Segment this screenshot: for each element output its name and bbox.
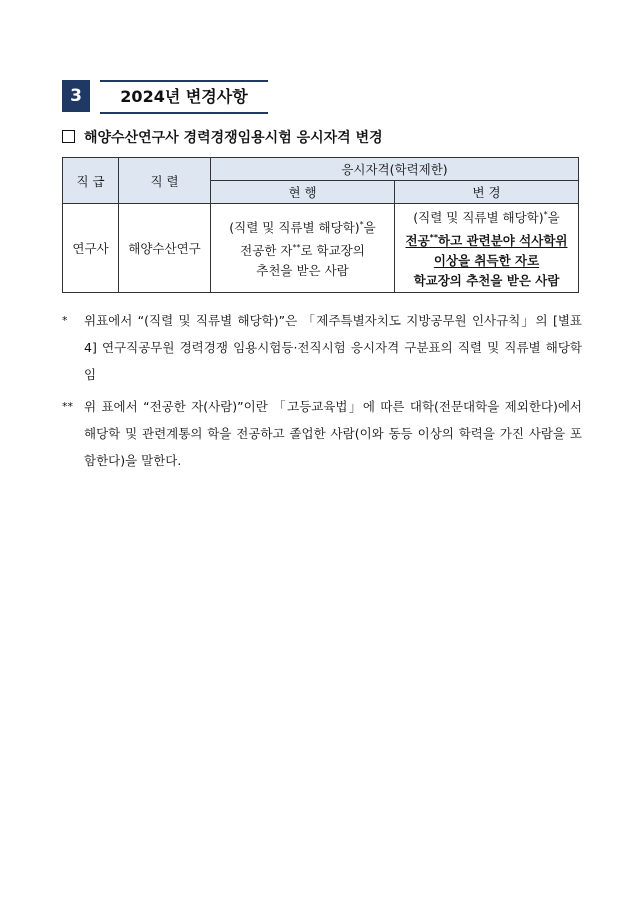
subheading-text: 해양수산연구사 경력경쟁임용시험 응시자격 변경 [84, 130, 383, 146]
checkbox-square-icon [62, 130, 75, 143]
footnote-2-text: 위 표에서 “전공한 자(사람)”이란 「고등교육법」에 따른 대학(전문대학을 제외한다)에서 해당학 및 관련계통의 학을 전공하고 졸업한 사람(이와 동등 이상의 학력을 가진 사람을 포함한다)을 말한다. [84, 399, 582, 468]
change-line-2b: 하고 관련분야 석사학위 [438, 233, 568, 248]
change-mark-1: * [543, 210, 548, 219]
header-current: 현 행 [211, 181, 395, 204]
change-line-1-end: 을 [547, 210, 560, 225]
footnote-1-text: 위표에서 “(직렬 및 직류별 해당학)”은 「제주특별자치도 지방공무원 인사규칙」의 [별표 4] 연구직공무원 경력경쟁 임용시험등·전직시험 응시자격 구분표의 직렬 및 직류별 해당학임 [84, 313, 582, 382]
footnote-1 [62, 307, 582, 388]
current-line-1: (직렬 및 직류별 해당학) [229, 220, 360, 235]
footnote-2-marker: ** [62, 400, 73, 413]
footnote-1-marker: * [62, 314, 68, 327]
header-change: 변 경 [395, 181, 579, 204]
cell-series: 해양수산연구 [119, 204, 211, 293]
current-line-3: 추천을 받은 사람 [256, 263, 349, 278]
current-mark-1: * [359, 220, 364, 229]
cell-grade: 연구사 [63, 204, 119, 293]
header-grade: 직 급 [63, 158, 119, 204]
section-header [62, 80, 270, 112]
section-title: 2024년 변경사항 [100, 80, 268, 114]
header-qualification: 응시자격(학력제한) [211, 158, 579, 181]
current-line-1-end: 을 [363, 220, 376, 235]
header-series: 직 렬 [119, 158, 211, 204]
change-line-4: 학교장의 추천을 받은 사람 [413, 273, 560, 288]
cell-change [395, 204, 579, 293]
current-line-2a: 전공한 자 [240, 243, 293, 258]
change-mark-2: ** [429, 233, 439, 242]
subheading [62, 127, 383, 147]
change-line-3: 이상을 취득한 자로 [433, 253, 540, 268]
current-mark-2: ** [292, 243, 301, 252]
current-line-2b: 로 학교장의 [300, 243, 365, 258]
table-row [63, 204, 579, 293]
qualification-table [62, 157, 579, 293]
change-line-1: (직렬 및 직류별 해당학) [413, 210, 544, 225]
footnotes [62, 307, 582, 474]
footnote-2 [62, 393, 582, 474]
cell-current [211, 204, 395, 293]
change-line-2a: 전공 [405, 233, 430, 248]
section-number: 3 [62, 80, 90, 112]
